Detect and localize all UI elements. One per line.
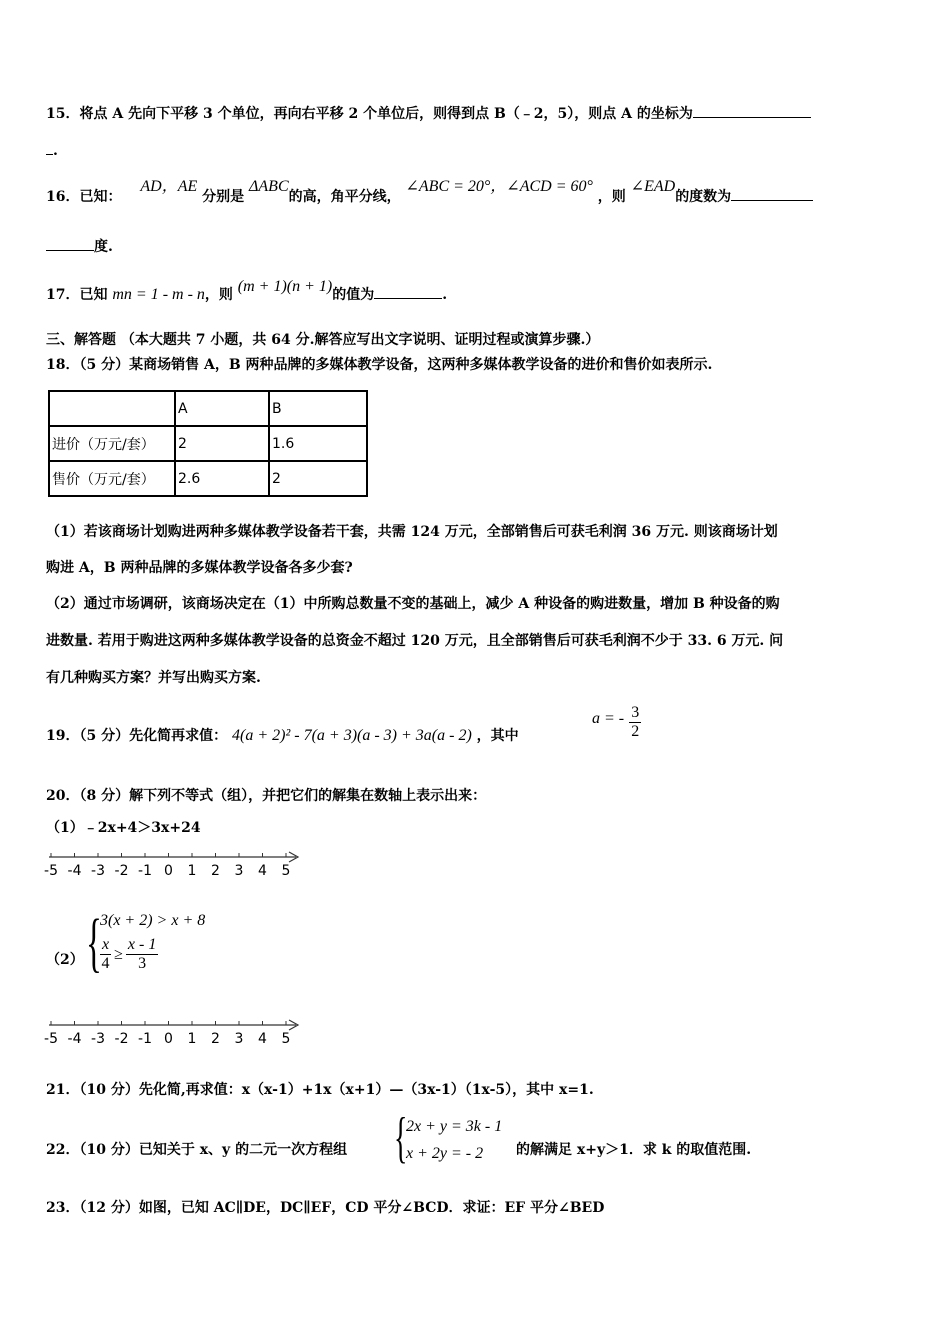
number-line-label: 2	[211, 863, 220, 879]
question-21: 21．（10 分）先化简,再求值：x（x-1）+1x（x+1）—（3x-1）（1x-5），其中 x=1.	[46, 1082, 594, 1098]
q16-ad-ae: AD，AE	[140, 178, 198, 195]
question-18: 18．（5 分）某商场销售 A，B 两种品牌的多媒体教学设备，这两种多媒体教学设备的进价和售价如表所示.	[46, 357, 713, 373]
question-20: 20．（8 分）解下列不等式（组），并把它们的解集在数轴上表示出来：	[46, 788, 487, 804]
number-line-label: 5	[281, 863, 291, 879]
table-cell: 2	[269, 461, 367, 496]
table-cell: 2	[175, 426, 269, 461]
table-cell: 进价（万元/套）	[49, 426, 175, 461]
number-line-label: 1	[187, 1031, 197, 1047]
q16-answer-blank[interactable]	[731, 186, 813, 201]
number-line-label: -5	[44, 863, 58, 879]
question-23: 23．（12 分）如图，已知 AC∥DE，DC∥EF，CD 平分∠BCD．求证：EF 平分∠BED	[46, 1200, 605, 1216]
q19-a-value: a = - $\frac{3}{2}$	[592, 704, 640, 740]
number-line-label: 3	[234, 863, 244, 879]
table-header-cell: A	[175, 391, 269, 426]
number-line-label: -3	[91, 863, 105, 879]
system-brace-2: {	[394, 1107, 408, 1169]
number-line-label: 0	[164, 1031, 173, 1047]
q18-part2-line2: 进数量. 若用于购进这两种多媒体教学设备的总资金不超过 120 万元，且全部销售后可获毛利润不少于 33. 6 万元. 问	[46, 633, 784, 649]
q17-answer-blank[interactable]	[374, 284, 442, 299]
number-line-label: 3	[234, 1031, 244, 1047]
number-line-label: -4	[67, 863, 82, 879]
number-line-label: 1	[187, 863, 197, 879]
q20-part2-label: （2）	[46, 952, 84, 968]
number-line-label: 4	[258, 863, 267, 879]
table-cell: 1.6	[269, 426, 367, 461]
question-16: 16．已知： AD，AE 分别是 ΔABC的高，角平分线， ∠ABC = 20°，∠ACD = 60° ，则 ∠EAD的度数为	[46, 186, 813, 207]
number-line-label: 2	[211, 1031, 220, 1047]
q15-answer-blank[interactable]	[693, 103, 811, 118]
q18-part1-line1: （1）若该商场计划购进两种多媒体教学设备若干套，共需 124 万元，全部销售后可获毛利润 36 万元. 则该商场计划	[46, 524, 778, 540]
number-line-label: -3	[91, 1031, 105, 1047]
q18-part1-line2: 购进 A，B 两种品牌的多媒体教学设备各多少套?	[46, 560, 353, 576]
table-row	[49, 426, 367, 461]
table-header-row	[49, 391, 367, 426]
table-header-cell	[49, 391, 175, 426]
number-line-label: -2	[114, 863, 129, 879]
question-19: 19．（5 分）先化简再求值： 4(a + 2)² - 7(a + 3)(a - 3) + 3a(a - 2) ，其中	[46, 727, 519, 744]
question-15	[46, 103, 811, 124]
q17-equation: mn = 1 - m - n	[112, 286, 205, 303]
q16-angles: ∠ABC = 20°，∠ACD = 60°	[405, 178, 593, 195]
q18-part2-line1: （2）通过市场调研，该商场决定在（1）中所购总数量不变的基础上，减少 A 种设备的购进数量，增加 B 种设备的购	[46, 596, 780, 612]
q15-continuation: .	[46, 140, 58, 161]
q15-answer-blank-2[interactable]	[46, 140, 53, 155]
number-line-label: 0	[164, 863, 173, 879]
number-line-2	[46, 1014, 306, 1054]
q16-continuation: 度.	[46, 236, 113, 257]
q22-tail: 的解满足 x+y＞1．求 k 的取值范围.	[516, 1142, 752, 1158]
number-line-label: 4	[258, 1031, 267, 1047]
number-line-label: -1	[138, 863, 152, 879]
q19-fraction: $\frac{3}{2}$	[631, 704, 640, 740]
table-cell: 2.6	[175, 461, 269, 496]
number-line-label: -4	[67, 1031, 82, 1047]
table-cell: 售价（万元/套）	[49, 461, 175, 496]
table-row	[49, 461, 367, 496]
question-17: 17．已知 mn = 1 - m - n，则 (m + 1)(n + 1)的值为 .	[46, 278, 448, 303]
number-line-label: -2	[114, 1031, 129, 1047]
section-3-heading: 三、解答题 （本大题共 7 小题，共 64 分.解答应写出文字说明、证明过程或演算步骤.）	[46, 332, 600, 348]
q16-answer-blank-2[interactable]	[46, 236, 94, 251]
q19-expression: 4(a + 2)² - 7(a + 3)(a - 3) + 3a(a - 2)	[231, 727, 472, 744]
q18-part2-line3: 有几种购买方案？并写出购买方案.	[46, 670, 261, 686]
question-22: 22．（10 分）已知关于 x、y 的二元一次方程组	[46, 1142, 348, 1158]
q16-angle-ead: ∠EAD	[630, 178, 676, 195]
q16-triangle: ΔABC	[249, 178, 289, 195]
number-line-label: -1	[138, 1031, 152, 1047]
q22-system: 2x + y = 3k - 1 x + 2y = - 2	[406, 1118, 503, 1162]
number-line-label: 5	[281, 1031, 291, 1047]
number-line-label: -5	[44, 1031, 58, 1047]
q20-system: 3(x + 2) > x + 8 $\frac{x}{4}$ ≥ $\frac{x - 1}{3}$	[100, 912, 206, 972]
price-table	[48, 390, 368, 497]
number-line-1	[46, 846, 306, 886]
table-header-cell: B	[269, 391, 367, 426]
q15-text: 15．将点 A 先向下平移 3 个单位，再向右平移 2 个单位后，则得到点 B（﹣2，5），则点 A 的坐标为	[46, 106, 693, 122]
q17-expression: (m + 1)(n + 1)	[237, 278, 333, 295]
q20-part1: （1）﹣2x+4＞3x+24	[46, 820, 201, 836]
system-brace-1: {	[86, 906, 102, 979]
